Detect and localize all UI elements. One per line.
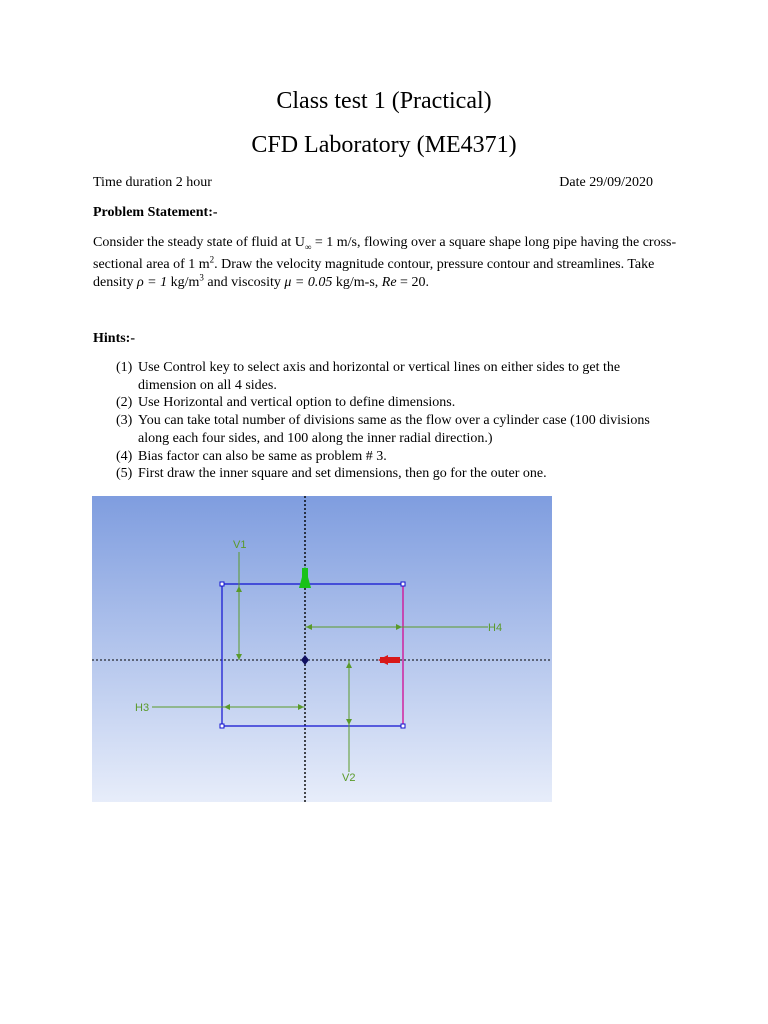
hint-text: Bias factor can also be same as problem # 3. bbox=[138, 448, 387, 464]
sketch-figure bbox=[92, 496, 552, 802]
hint-item bbox=[116, 394, 676, 412]
dimension-label-v1: V1 bbox=[233, 539, 247, 551]
reynolds-symbol: Re bbox=[381, 274, 397, 290]
u-infinity-subscript: ∞ bbox=[304, 241, 312, 252]
hint-number: (2) bbox=[116, 395, 133, 411]
time-duration: Time duration 2 hour bbox=[93, 175, 212, 190]
problem-statement-heading: Problem Statement:- bbox=[93, 205, 218, 220]
problem-text: Consider the steady state of fluid at U bbox=[93, 235, 305, 250]
hint-text: First draw the inner square and set dimensions, then go for the outer one. bbox=[138, 466, 547, 482]
problem-text: = 20. bbox=[396, 274, 429, 290]
title-line2: CFD Laboratory (ME4371) bbox=[251, 132, 517, 158]
hint-text: You can take total number of divisions same as the flow over a cylinder case (100 divisions along each four sides, and 100 along the inner radial direction.) bbox=[138, 413, 650, 446]
area-superscript: 2 bbox=[209, 254, 215, 265]
problem-text: . Draw the velocity magnitude contour, pressure contour and streamlines. Take density bbox=[93, 256, 655, 290]
problem-text: = 1 m/s, flowing over a square shape long pipe having the cross-sectional area of 1 m bbox=[93, 235, 677, 272]
hints-list bbox=[116, 359, 676, 483]
viscosity-equation: μ = 0.05 bbox=[284, 274, 333, 290]
dimension-label-h3: H3 bbox=[135, 702, 150, 714]
hint-number: (5) bbox=[116, 466, 133, 482]
density-superscript: 3 bbox=[199, 272, 204, 283]
density-equation: ρ = 1 bbox=[136, 274, 168, 290]
hint-number: (4) bbox=[116, 448, 133, 464]
test-date: Date 29/09/2020 bbox=[559, 175, 653, 190]
title-line1: Class test 1 (Practical) bbox=[276, 88, 492, 114]
hint-number: (3) bbox=[116, 413, 133, 429]
problem-text: and viscosity bbox=[203, 274, 285, 290]
problem-text: kg/m-s, bbox=[332, 274, 382, 290]
hint-item bbox=[116, 359, 676, 394]
hint-text: Use Control key to select axis and horizontal or vertical lines on either sides to get the dimension on all 4 sides. bbox=[138, 360, 621, 393]
dimension-label-v2: V2 bbox=[342, 772, 356, 784]
hint-item bbox=[116, 465, 676, 483]
hint-text: Use Horizontal and vertical option to define dimensions. bbox=[138, 395, 456, 411]
sketch-background bbox=[92, 496, 552, 802]
dimension-label-h4: H4 bbox=[488, 622, 503, 634]
hint-item bbox=[116, 448, 676, 466]
hint-item bbox=[116, 412, 676, 447]
hints-heading: Hints:- bbox=[93, 331, 135, 346]
problem-statement bbox=[93, 234, 683, 292]
problem-text: kg/m bbox=[167, 274, 200, 290]
hint-number: (1) bbox=[116, 360, 133, 375]
